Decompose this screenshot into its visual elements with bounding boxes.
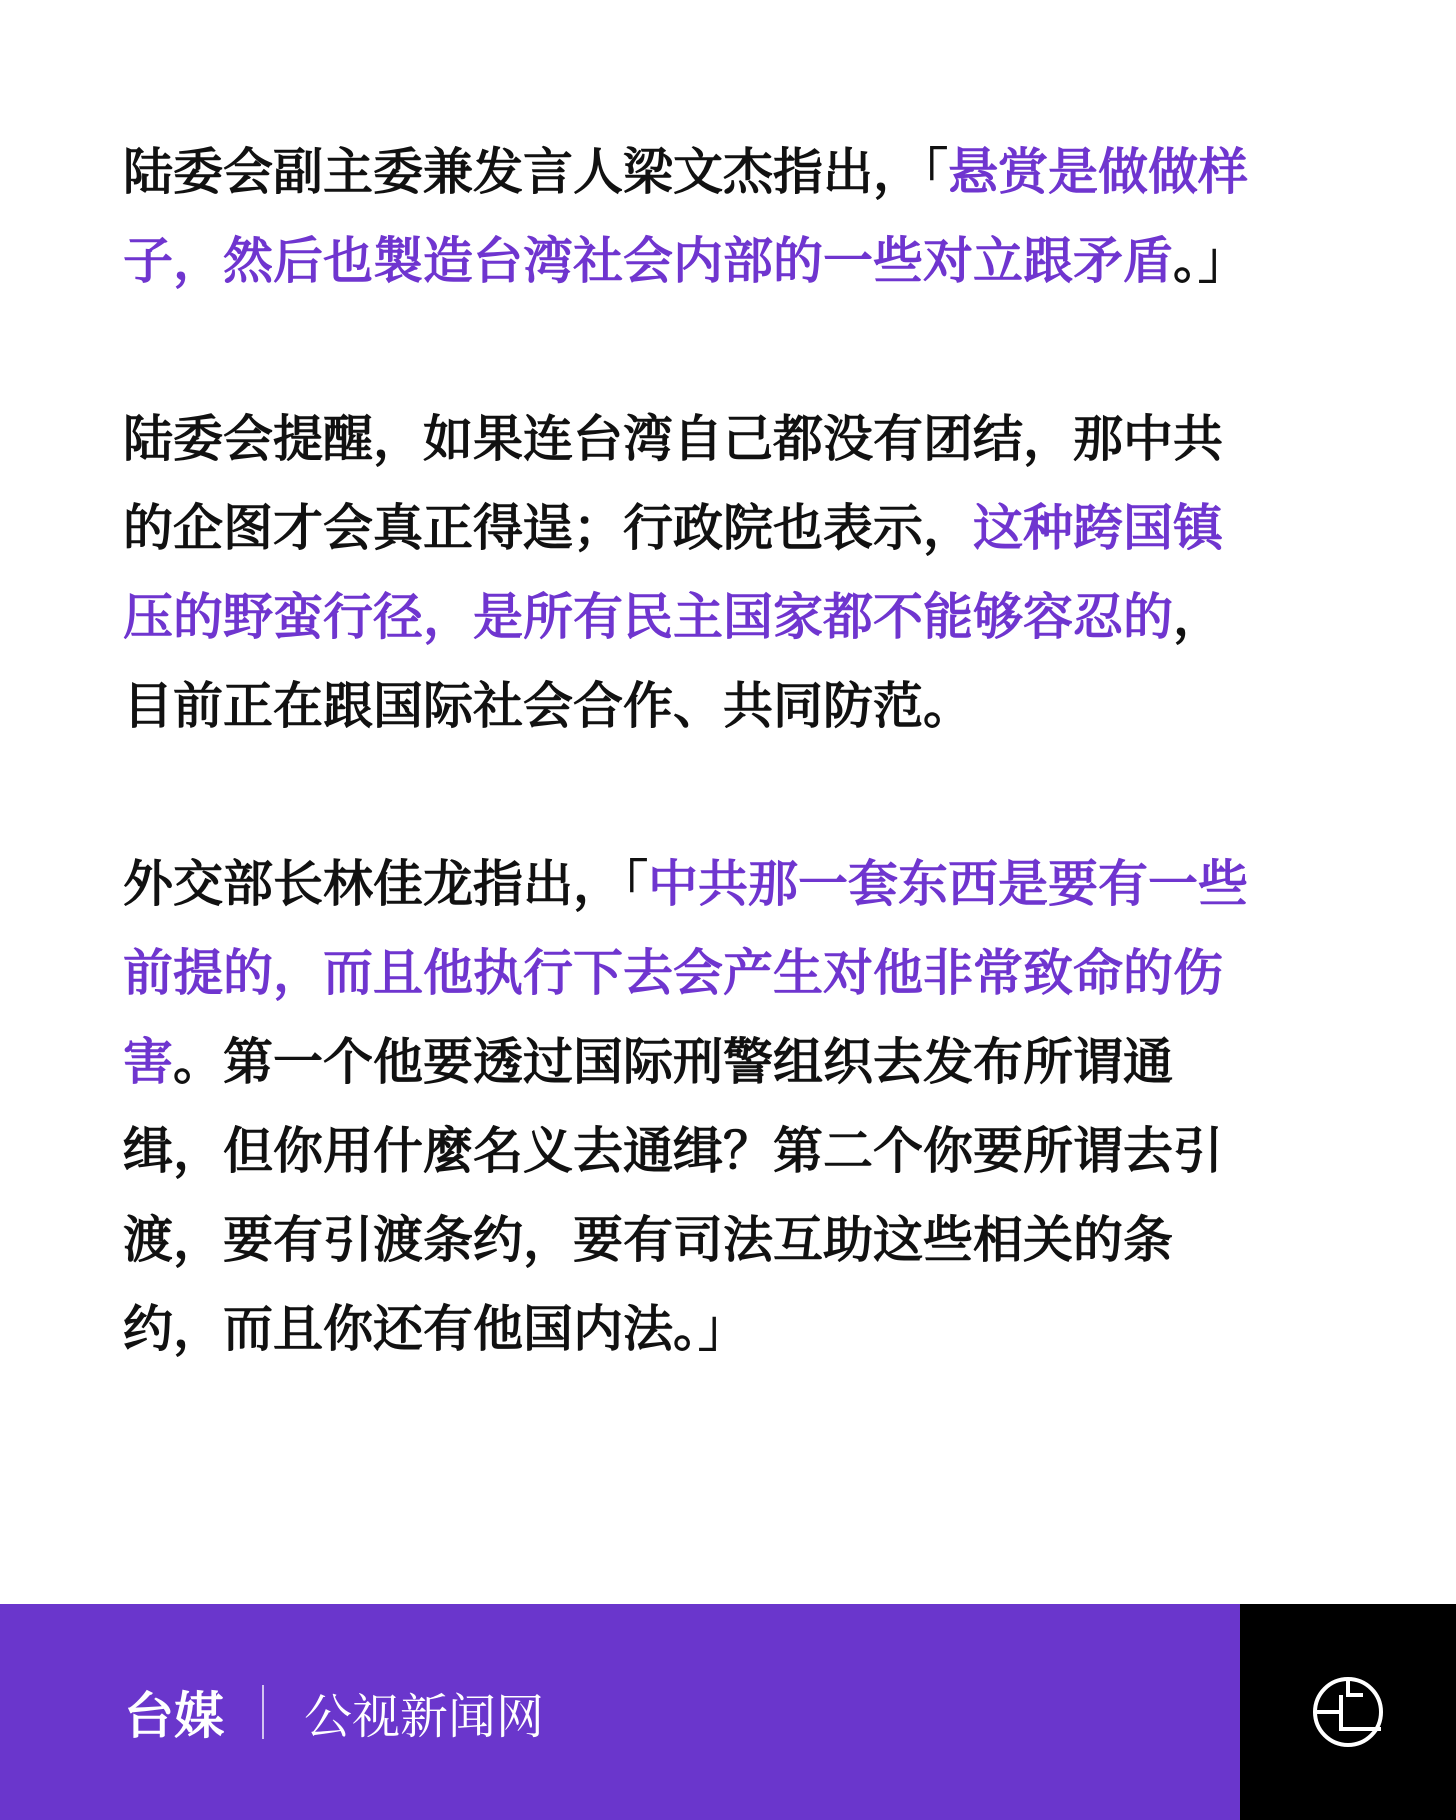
text-line <box>123 1285 1343 1374</box>
text-line <box>123 484 1343 573</box>
article-body <box>123 128 1343 1463</box>
paragraph <box>123 128 1343 306</box>
paragraph <box>123 395 1343 751</box>
footer-brand: 台媒 <box>124 1687 224 1745</box>
highlighted-quote: 这种跨国镇 <box>973 499 1223 557</box>
highlighted-quote: 子，然后也製造台湾社会内部的一些对立跟矛盾 <box>123 232 1173 290</box>
highlighted-quote: 前提的，而且他执行下去会产生对他非常致命的伤 <box>123 944 1223 1002</box>
text-segment: 的企图才会真正得逞；行政院也表示， <box>123 499 973 557</box>
text-segment: 陆委会副主委兼发言人梁文杰指出，「 <box>123 143 948 201</box>
highlighted-quote: 中共那一套东西是要有一些 <box>648 855 1248 913</box>
text-line <box>123 128 1343 217</box>
footer-bar <box>0 1604 1240 1820</box>
text-line <box>123 1018 1343 1107</box>
text-line <box>123 840 1343 929</box>
highlighted-quote: 压的野蛮行径，是所有民主国家都不能够容忍的 <box>123 588 1173 646</box>
footer-source: 公视新闻网 <box>304 1688 545 1745</box>
text-line <box>123 395 1343 484</box>
footer-divider <box>262 1685 264 1739</box>
text-segment: 外交部长林佳龙指出，「 <box>123 855 648 913</box>
text-segment: ， <box>1173 588 1223 646</box>
text-segment: 缉，但你用什麼名义去通缉？第二个你要所谓去引 <box>123 1122 1223 1180</box>
text-segment: 目前正在跟国际社会合作、共同防范。 <box>123 677 973 735</box>
highlighted-quote: 害 <box>123 1033 173 1091</box>
circular-brand-logo-icon <box>1311 1675 1385 1749</box>
logo-box <box>1240 1604 1456 1820</box>
highlighted-quote: 悬赏是做做样 <box>948 143 1248 201</box>
text-segment: 约，而且你还有他国内法。」 <box>123 1300 748 1358</box>
text-segment: 渡，要有引渡条约，要有司法互助这些相关的条 <box>123 1211 1173 1269</box>
text-segment: 。」 <box>1173 232 1248 290</box>
text-line <box>123 573 1343 662</box>
text-line <box>123 662 1343 751</box>
paragraph <box>123 840 1343 1374</box>
text-line <box>123 217 1343 306</box>
text-line <box>123 929 1343 1018</box>
text-segment: 陆委会提醒，如果连台湾自己都没有团结，那中共 <box>123 410 1223 468</box>
text-segment: 。第一个他要透过国际刑警组织去发布所谓通 <box>173 1033 1173 1091</box>
text-line <box>123 1196 1343 1285</box>
text-line <box>123 1107 1343 1196</box>
